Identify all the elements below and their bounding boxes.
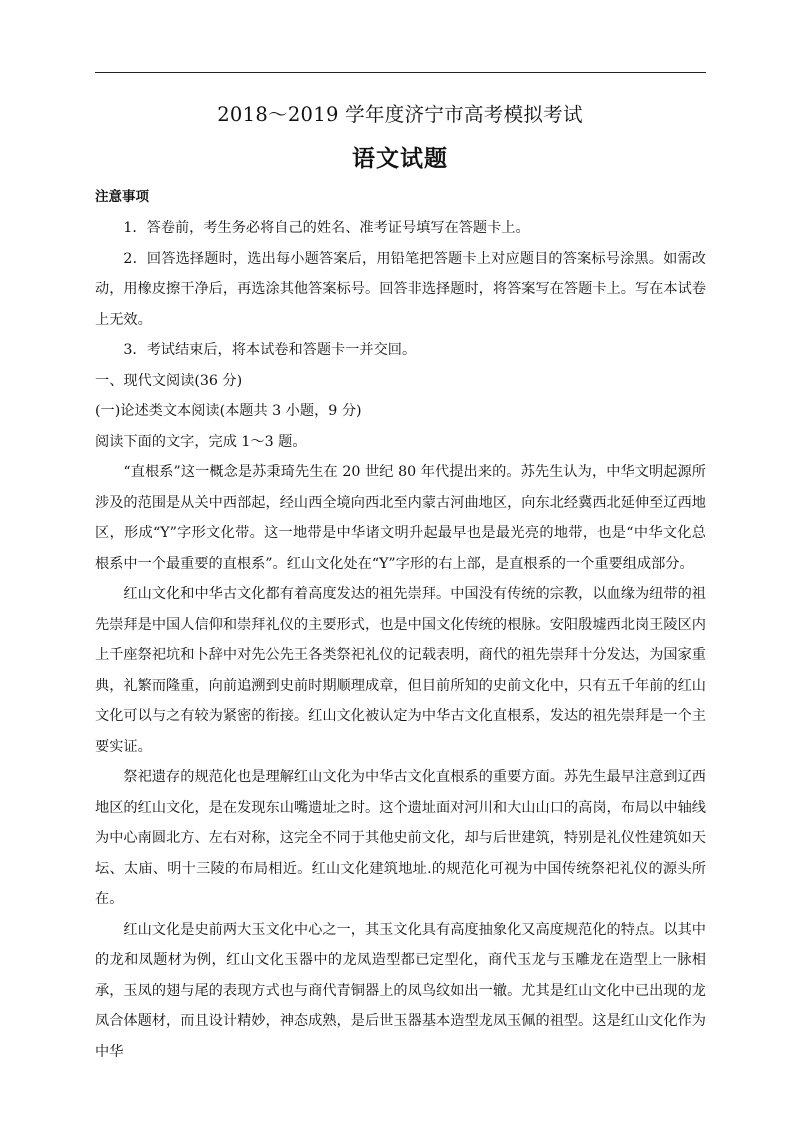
document-body (95, 181, 706, 1067)
section-instruction: 阅读下面的文字，完成 1～3 题。 (95, 433, 307, 450)
passage-paragraph-2: 红山文化和中华古文化都有着高度发达的祖先崇拜。中国没有传统的宗教，以血缘为纽带的祖先崇拜是中国人信仰和崇拜礼仪的主要形式，也是中国文化传统的根脉。安阳殷墟西北岗王陵区内上千座祭祀坑和卜辞中对先公先王各类祭祀礼仪的记载表明，商代的祖先崇拜十分发达，为国家重典，礼繁而隆重，向前追溯到史前时期顺理成章，但目前所知的史前文化中，只有五千年前的红山文化可以与之有较为紧密的衔接。红山文化被认定为中华古文化直根系，发达的祖先崇拜是一个主要实证。 (95, 586, 706, 755)
passage-paragraph-4: 红山文化是史前两大玉文化中心之一，其玉文化具有高度抽象化又高度规范化的特点。以其中的龙和凤题材为例，红山文化玉器中的龙凤造型都已定型化，商代玉龙与玉雕龙在造型上一脉相承，玉凤的翅与尾的表现方式也与商代青铜器上的凤鸟纹如出一辙。尤其是红山文化中已出现的龙凤合体题材，而且设计精妙，神态成熟，是后世玉器基本造型龙凤玉佩的祖型。这是红山文化作为中华 (95, 921, 706, 1060)
passage-paragraph-3: 祭祀遗存的规范化也是理解红山文化为中华古文化直根系的重要方面。苏先生最早注意到辽西地区的红山文化，是在发现东山嘴遗址之时。这个遗址面对河川和大山山口的高岗，布局以中轴线为中心南圆北方、左右对称，这完全不同于其他史前文化，却与后世建筑，特别是礼仪性建筑如天坛、太庙、明十三陵的布局相近。红山文化建筑地址.的规范化可视为中国传统祭祀礼仪的源头所在。 (95, 769, 706, 907)
notes-item-1: 1．答卷前，考生务必将自己的姓名、准考证号填写在答题卡上。 (123, 220, 530, 236)
passage-paragraph-1: “直根系”这一概念是苏秉琦先生在 20 世纪 80 年代提出来的。苏先生认为，中华文明起源所涉及的范围是从关中西部起，经山西全境向西北至内蒙古河曲地区，向东北经冀西北延伸至辽西地区，形成“Y”字形文化带。这一地带是中华诸文明升起最早也是最光亮的地带，也是“中华文化总根系中一个最重要的直根系”。红山文化处在“Y”字形的右上部，是直根系的一个重要组成部分。 (95, 464, 706, 572)
section-heading: 一、现代文阅读(36 分) (95, 372, 243, 389)
notes-item-2: 2．回答选择题时，选出每小题答案后，用铅笔把答题卡上对应题目的答案标号涂黑。如需改动，用橡皮擦干净后，再选涂其他答案标号。回答非选择题时，将答案写在答题卡上。写在本试卷上无效。 (95, 250, 706, 328)
exam-title: 2018～2019 学年度济宁市高考模拟考试 (217, 103, 583, 126)
notes-heading: 注意事项 (95, 189, 149, 205)
section-subheading: (一)论述类文本阅读(本题共 3 小题，9 分) (95, 403, 362, 419)
subject-title: 语文试题 (352, 146, 448, 172)
header-rule (95, 72, 706, 73)
notes-item-3: 3．考试结束后，将本试卷和答题卡一并交回。 (123, 342, 417, 358)
